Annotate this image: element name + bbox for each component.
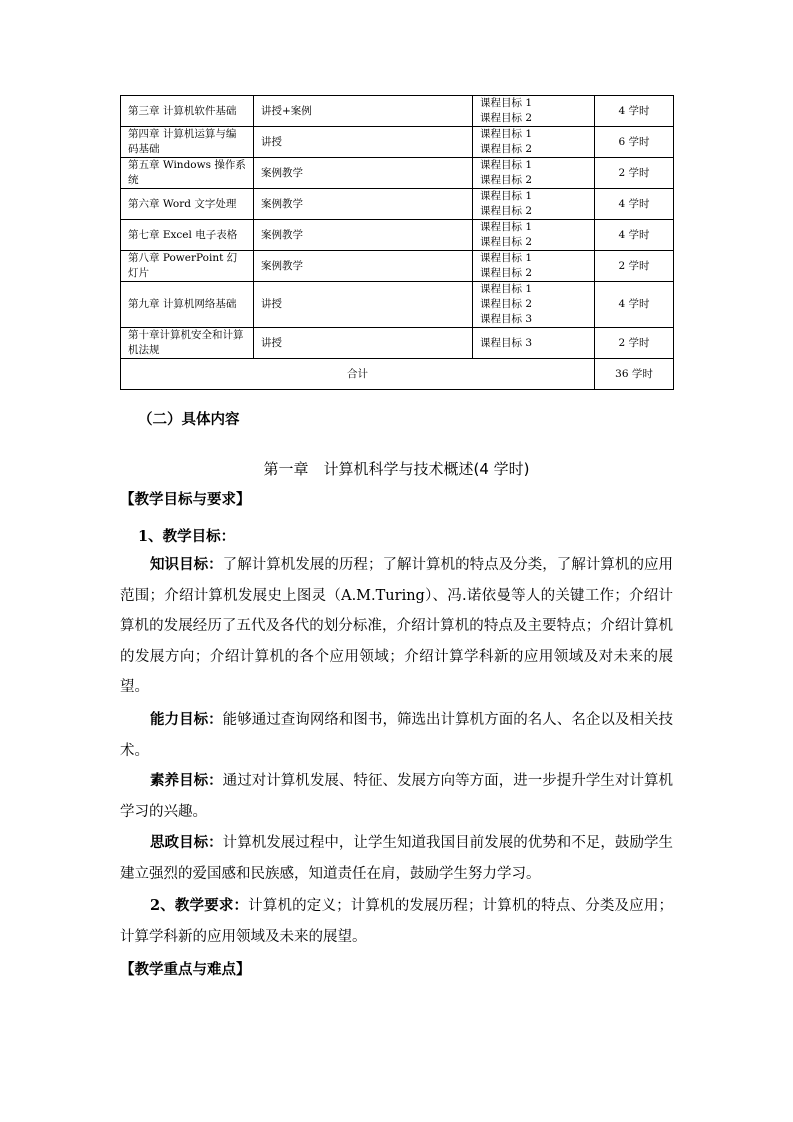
ideology-goal-text: 计算机发展过程中，让学生知道我国目前发展的优势和不足，鼓励学生建立强烈的爱国感和民族感，知道责任在肩，鼓励学生努力学习。 — [120, 835, 674, 882]
knowledge-goal-text: 了解计算机发展的历程；了解计算机的特点及分类，了解计算机的应用范围；介绍计算机发展史上图灵（A.M.Turing）、冯.诺依曼等人的关键工作；介绍计算机的发展经历了五代及各代的划分标准，介绍计算机的特点及主要特点；介绍计算机的发展方向；介绍计算机的各个应用领域；介绍计算学科新的应用领域及对未来的展望。 — [120, 557, 674, 695]
goals-cell — [473, 220, 595, 251]
goal-item: 课程目标 1 — [480, 159, 533, 171]
goal-item: 课程目标 1 — [480, 252, 533, 264]
hours-cell: 4 学时 — [595, 189, 674, 220]
method-cell: 讲授 — [254, 328, 473, 359]
ability-goal-label: 能力目标： — [150, 711, 223, 728]
method-cell: 案例教学 — [254, 158, 473, 189]
goal-item: 课程目标 1 — [480, 283, 533, 295]
table-row — [121, 127, 674, 158]
method-cell: 讲授 — [254, 282, 473, 328]
goal-item: 课程目标 2 — [480, 236, 533, 248]
table-row — [121, 282, 674, 328]
ideology-goal-paragraph — [120, 828, 673, 889]
requirements-paragraph — [120, 891, 673, 952]
knowledge-goal-paragraph — [120, 550, 673, 703]
goal-item: 课程目标 2 — [480, 267, 533, 279]
chapter-cell: 第五章 Windows 操作系统 — [121, 158, 254, 189]
chapter-cell: 第十章计算机安全和计算机法规 — [121, 328, 254, 359]
goal-item: 课程目标 1 — [480, 221, 533, 233]
table-row — [121, 251, 674, 282]
method-cell: 讲授 — [254, 127, 473, 158]
goals-cell — [473, 328, 595, 359]
literacy-goal-text: 通过对计算机发展、特征、发展方向等方面，进一步提升学生对计算机学习的兴趣。 — [120, 773, 674, 820]
hours-cell: 2 学时 — [595, 328, 674, 359]
hours-cell: 6 学时 — [595, 127, 674, 158]
table-row — [121, 328, 674, 359]
table-row — [121, 189, 674, 220]
goal-item: 课程目标 1 — [480, 97, 533, 109]
total-row — [121, 359, 674, 390]
method-cell: 案例教学 — [254, 251, 473, 282]
table-row — [121, 158, 674, 189]
goal-item: 课程目标 3 — [480, 313, 533, 325]
goals-cell — [473, 251, 595, 282]
goals-cell — [473, 127, 595, 158]
teaching-goals-heading: 1、教学目标： — [138, 528, 236, 545]
requirements-text: 计算机的定义；计算机的发展历程；计算机的特点、分类及应用；计算学科新的应用领域及未来的展望。 — [120, 898, 673, 945]
goals-heading: 【教学目标与要求】 — [120, 491, 251, 508]
hours-cell: 2 学时 — [595, 251, 674, 282]
goal-item: 课程目标 2 — [480, 143, 533, 155]
hours-cell: 4 学时 — [595, 282, 674, 328]
section-heading: （二）具体内容 — [138, 411, 240, 428]
method-cell: 讲授+案例 — [254, 96, 473, 127]
literacy-goal-label: 素养目标： — [150, 772, 223, 789]
chapter-cell: 第三章 计算机软件基础 — [121, 96, 254, 127]
table-row — [121, 96, 674, 127]
ability-goal-text: 能够通过查询网络和图书，筛选出计算机方面的名人、名企以及相关技术。 — [120, 712, 674, 759]
chapter-cell: 第六章 Word 文字处理 — [121, 189, 254, 220]
goal-item: 课程目标 2 — [480, 112, 533, 124]
course-schedule-table — [120, 95, 674, 390]
ability-goal-paragraph — [120, 705, 673, 766]
goal-item: 课程目标 2 — [480, 174, 533, 186]
literacy-goal-paragraph — [120, 766, 673, 827]
method-cell: 案例教学 — [254, 220, 473, 251]
requirements-label: 2、教学要求： — [150, 897, 249, 914]
key-points-heading: 【教学重点与难点】 — [120, 961, 251, 978]
method-cell: 案例教学 — [254, 189, 473, 220]
chapter-cell: 第四章 计算机运算与编码基础 — [121, 127, 254, 158]
hours-cell: 4 学时 — [595, 220, 674, 251]
goal-item: 课程目标 3 — [480, 336, 533, 349]
schedule-table-body — [121, 96, 674, 390]
total-label-cell: 合计 — [121, 359, 595, 390]
chapter-cell: 第九章 计算机网络基础 — [121, 282, 254, 328]
goal-item: 课程目标 1 — [480, 128, 533, 140]
goal-item: 课程目标 2 — [480, 205, 533, 217]
hours-cell: 2 学时 — [595, 158, 674, 189]
goal-item: 课程目标 1 — [480, 190, 533, 202]
chapter-cell: 第七章 Excel 电子表格 — [121, 220, 254, 251]
goals-cell — [473, 158, 595, 189]
total-hours-cell: 36 学时 — [595, 359, 674, 390]
hours-cell: 4 学时 — [595, 96, 674, 127]
table-row — [121, 220, 674, 251]
goals-cell — [473, 282, 595, 328]
goal-item: 课程目标 2 — [480, 298, 533, 310]
chapter-cell: 第八章 PowerPoint 幻灯片 — [121, 251, 254, 282]
goals-cell — [473, 96, 595, 127]
chapter-title: 第一章 计算机科学与技术概述(4 学时) — [263, 460, 530, 478]
ideology-goal-label: 思政目标： — [150, 834, 223, 851]
knowledge-goal-label: 知识目标： — [150, 556, 223, 573]
goals-cell — [473, 189, 595, 220]
